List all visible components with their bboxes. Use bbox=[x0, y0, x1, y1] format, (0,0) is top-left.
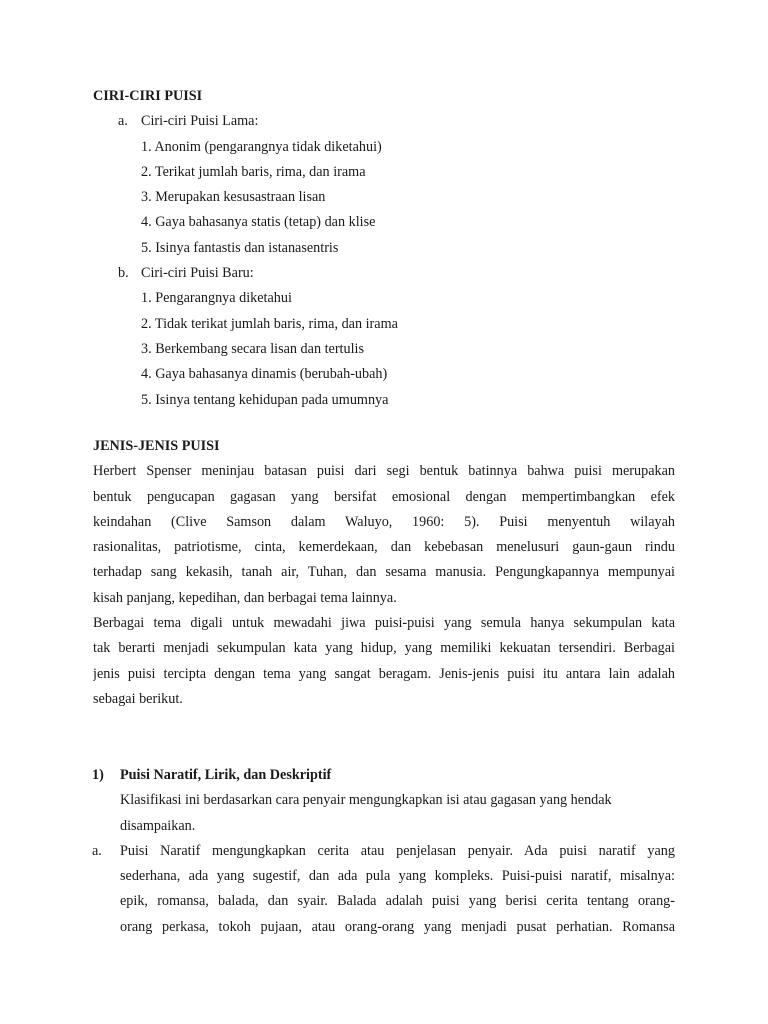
lama-item: 4. Gaya bahasanya statis (tetap) dan klise bbox=[141, 214, 376, 231]
intro-line: disampaikan. bbox=[120, 817, 196, 834]
lama-item: 3. Merupakan kesusastraan lisan bbox=[141, 189, 326, 206]
baru-item: 5. Isinya tentang kehidupan pada umumnya bbox=[141, 391, 389, 408]
a-marker: a. bbox=[92, 842, 102, 859]
paragraph-line: kisah panjang, kepedihan, dan berbagai tema lainnya. bbox=[93, 589, 397, 606]
paragraph-line: terhadap sang kekasih, tanah air, Tuhan, dan sesama manusia. Pengungkapannya mempunyai bbox=[93, 564, 675, 581]
paragraph-line: jenis puisi tercipta dengan tema yang sangat beragam. Jenis-jenis puisi itu antara lain adalah bbox=[93, 665, 675, 682]
intro-line-row bbox=[93, 814, 675, 839]
intro-line-row bbox=[93, 788, 675, 813]
paragraph-line: rasionalitas, patriotisme, cinta, kemerdekaan, dan kebebasan menelusuri gaun-gaun rindu bbox=[93, 539, 675, 556]
a-line-row bbox=[93, 839, 675, 864]
jenis-paragraph-2 bbox=[93, 611, 675, 712]
section-1-number: 1) bbox=[92, 767, 104, 783]
lama-title: Ciri-ciri Puisi Lama: bbox=[141, 113, 259, 130]
baru-marker: b. bbox=[118, 265, 129, 282]
paragraph-line: bentuk pengucapan gagasan yang bersifat emosional dengan mempertimbangkan efek bbox=[93, 488, 675, 505]
section-1-title-row bbox=[93, 763, 675, 788]
a-line-row bbox=[93, 915, 675, 940]
a-line: orang perkasa, tokoh pujaan, atau orang-orang yang menjadi pusat perhatian. Romansa bbox=[120, 918, 675, 935]
a-line-row bbox=[93, 889, 675, 914]
lama-item: 5. Isinya fantastis dan istanasentris bbox=[141, 239, 339, 256]
lama-item: 1. Anonim (pengarangnya tidak diketahui) bbox=[141, 138, 382, 155]
paragraph-line: keindahan (Clive Samson dalam Waluyo, 1960: 5). Puisi menyentuh wilayah bbox=[93, 513, 675, 530]
a-line: epik, romansa, balada, dan syair. Balada adalah puisi yang berisi cerita tentang orang- bbox=[120, 893, 675, 910]
a-line-row bbox=[93, 864, 675, 889]
jenis-heading: JENIS-JENIS PUISI bbox=[93, 438, 220, 454]
paragraph-line: Berbagai tema digali untuk mewadahi jiwa puisi-puisi yang semula hanya sekumpulan kata bbox=[93, 615, 675, 631]
baru-item: 4. Gaya bahasanya dinamis (berubah-ubah) bbox=[141, 366, 388, 383]
baru-title-row bbox=[93, 261, 675, 286]
baru-item: 3. Berkembang secara lisan dan tertulis bbox=[141, 340, 364, 357]
jenis-section bbox=[93, 434, 675, 611]
intro-line: Klasifikasi ini berdasarkan cara penyair mengungkapkan isi atau gagasan yang hendak bbox=[120, 792, 612, 809]
paragraph-line: sebagai berikut. bbox=[93, 690, 183, 707]
lama-marker: a. bbox=[118, 113, 128, 130]
lama-title-row bbox=[93, 109, 675, 134]
baru-title: Ciri-ciri Puisi Baru: bbox=[141, 265, 254, 282]
a-line: Puisi Naratif mengungkapkan cerita atau penjelasan penyair. Ada puisi naratif yang bbox=[120, 842, 675, 859]
section-1-title: Puisi Naratif, Lirik, dan Deskriptif bbox=[120, 767, 332, 783]
section-1 bbox=[93, 763, 675, 940]
baru-item: 2. Tidak terikat jumlah baris, rima, dan irama bbox=[141, 315, 398, 332]
baru-item: 1. Pengarangnya diketahui bbox=[141, 290, 292, 307]
lama-item: 2. Terikat jumlah baris, rima, dan irama bbox=[141, 163, 366, 180]
paragraph-line: Herbert Spenser meninjau batasan puisi dari segi bentuk batinnya bahwa puisi merupakan bbox=[93, 463, 675, 480]
a-line: sederhana, ada yang sugestif, dan ada pula yang kompleks. Puisi-puisi naratif, misalnya: bbox=[120, 868, 675, 885]
paragraph-line: tak berarti menjadi sekumpulan kata yang hidup, yang memiliki kekuatan tersendiri. Berbagai bbox=[93, 640, 675, 657]
ciri-section bbox=[93, 84, 675, 413]
ciri-heading: CIRI-CIRI PUISI bbox=[93, 88, 203, 104]
